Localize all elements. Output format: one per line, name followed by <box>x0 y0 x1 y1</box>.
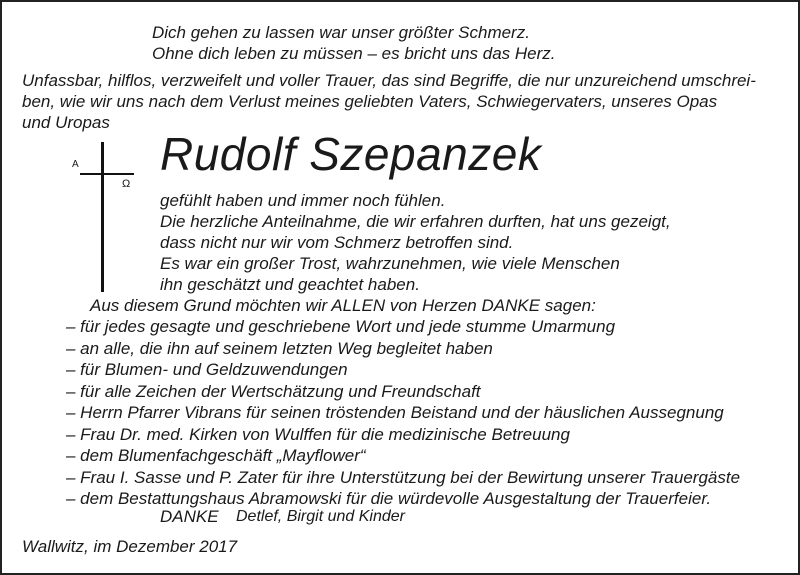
thanks-item: – an alle, die ihn auf seinem letzten Weg begleitet haben <box>66 338 493 358</box>
intro-paragraph <box>22 70 782 133</box>
thanks-item: – für Blumen- und Geldzuwendungen <box>66 360 348 379</box>
thanks-item: – Frau Dr. med. Kirken von Wulffen für die medizinische Betreuung <box>66 424 570 444</box>
poem-line-2: Ohne dich leben zu müssen – es bricht uns das Herz. <box>152 44 556 63</box>
cross-vertical <box>101 142 104 292</box>
omega-symbol: Ω <box>122 178 131 190</box>
signoff-danke: DANKE <box>160 507 219 526</box>
thanks-item: – dem Blumenfachgeschäft „Mayflower“ <box>66 446 366 465</box>
deceased-name: Rudolf Szepanzek <box>160 128 542 180</box>
body-text <box>160 190 671 295</box>
intro-line: und Uropas <box>22 113 110 132</box>
poem-line-1: Dich gehen zu lassen war unser größter Schmerz. <box>152 23 530 42</box>
thanks-intro: Aus diesem Grund möchten wir ALLEN von Herzen DANKE sagen: <box>90 296 596 315</box>
thanks-item: – Frau I. Sasse und P. Zater für ihre Unterstützung bei der Bewirtung unserer Trauergäste <box>66 467 741 487</box>
cross-horizontal <box>80 173 134 175</box>
thanks-item: – für alle Zeichen der Wertschätzung und Freundschaft <box>66 381 481 401</box>
body-line: dass nicht nur wir vom Schmerz betroffen sind. <box>160 233 514 252</box>
body-line: Es war ein großer Trost, wahrzunehmen, wie viele Menschen <box>160 254 620 273</box>
intro-line: ben, wie wir uns nach dem Verlust meines geliebten Vaters, Schwiegervaters, unseres Opas <box>22 92 718 111</box>
place-date: Wallwitz, im Dezember 2017 <box>22 537 238 556</box>
signoff-names: Detlef, Birgit und Kinder <box>236 508 405 525</box>
intro-line: Unfassbar, hilflos, verzweifelt und voller Trauer, das sind Begriffe, die nur unzureichend umschrei- <box>22 71 756 90</box>
thanks-item: – für jedes gesagte und geschriebene Wort und jede stumme Umarmung <box>66 317 616 336</box>
thanks-list <box>66 316 740 510</box>
body-line: gefühlt haben und immer noch fühlen. <box>160 191 446 210</box>
alpha-symbol: A <box>72 159 79 170</box>
body-line: ihn geschätzt und geachtet haben. <box>160 275 420 294</box>
thanks-item: – dem Bestattungshaus Abramowski für die würdevolle Ausgestaltung der Trauerfeier. <box>66 489 712 508</box>
body-line: Die herzliche Anteilnahme, die wir erfahren durften, hat uns gezeigt, <box>160 212 671 231</box>
thanks-item: – Herrn Pfarrer Vibrans für seinen tröstenden Beistand und der häuslichen Aussegnung <box>66 403 724 422</box>
